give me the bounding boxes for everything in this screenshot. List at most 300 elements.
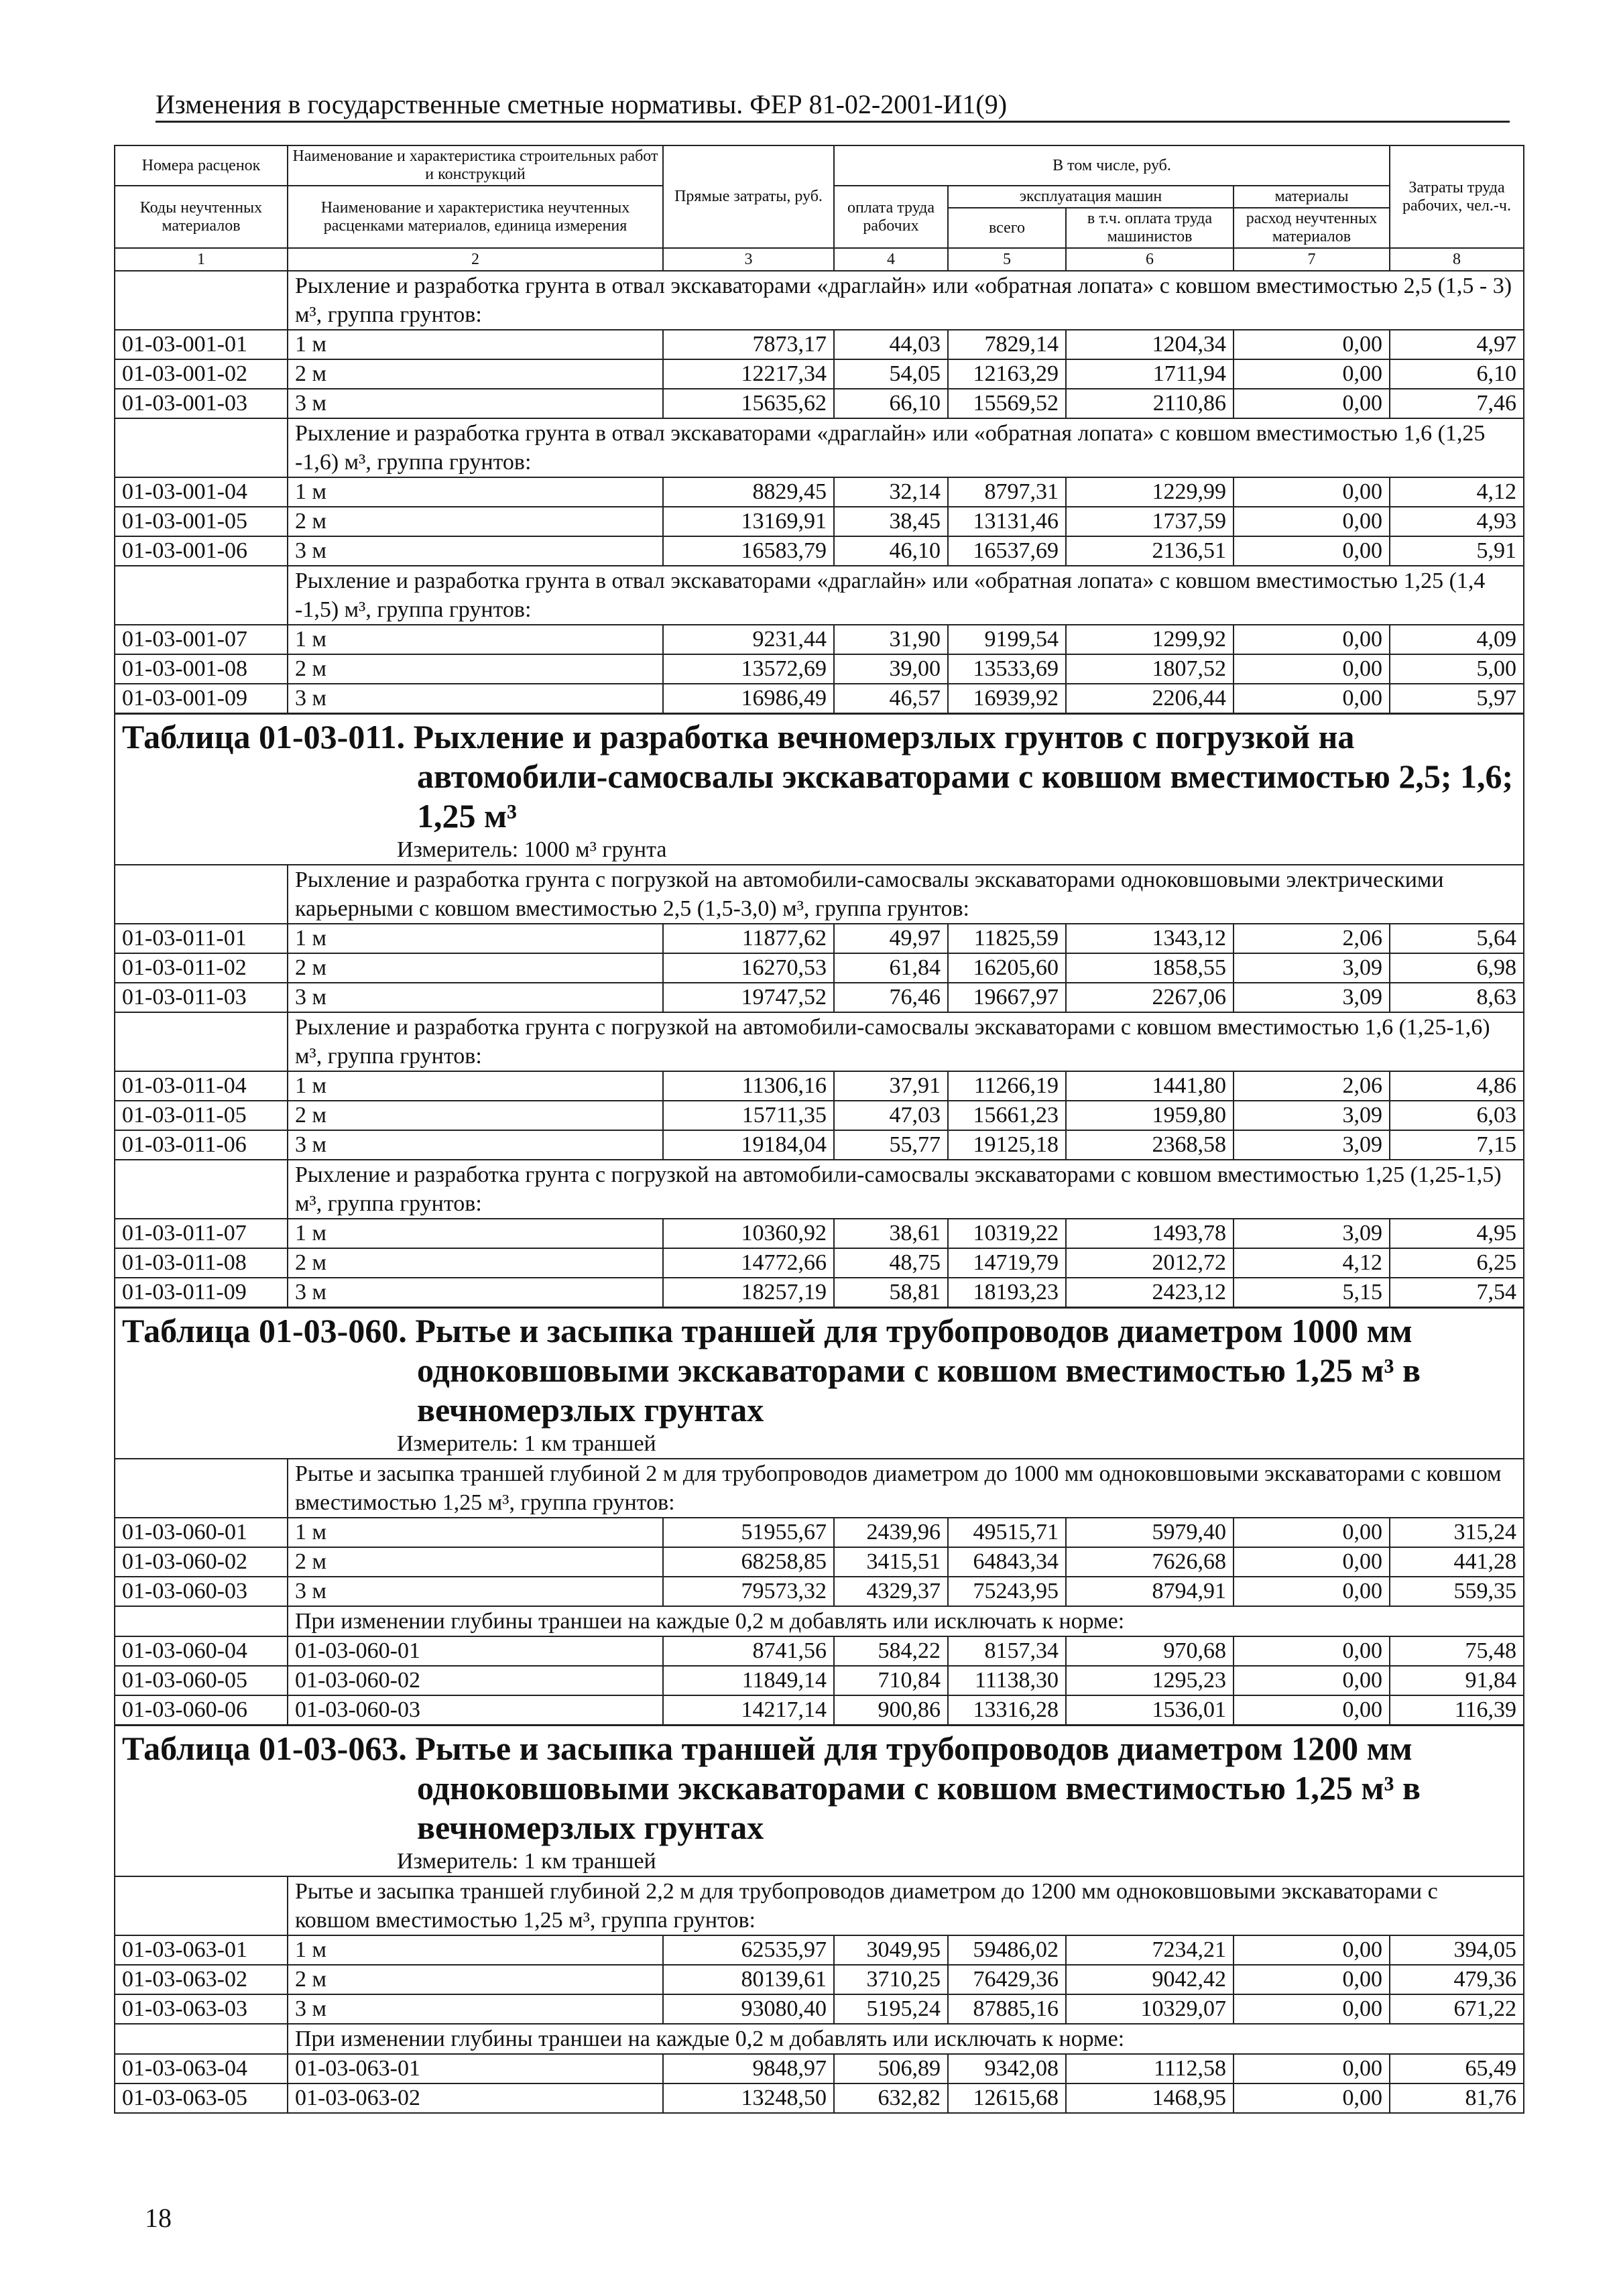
machines-labor-pay: 2206,44 [1066, 684, 1234, 714]
direct-costs: 19747,52 [663, 983, 834, 1012]
group-description: Рыхление и разработка грунта с погрузкой на автомобили-самосвалы экскаваторами одноковшовыми электрическими карьерными с ковшом вместимостью 2,5 (1,5-3,0) м³, группа грунтов: [288, 865, 1524, 924]
rate-name: 01-03-060-01 [288, 1636, 663, 1666]
labor-cost: 65,49 [1390, 2054, 1524, 2083]
table-row [115, 1278, 1524, 1308]
direct-costs: 8829,45 [663, 477, 834, 507]
machines-total: 76429,36 [948, 1965, 1066, 1994]
rate-code: 01-03-011-04 [115, 1071, 288, 1101]
labor-cost: 4,12 [1390, 477, 1524, 507]
table-row [115, 924, 1524, 953]
machines-labor-pay: 9042,42 [1066, 1965, 1234, 1994]
machines-labor-pay: 1229,99 [1066, 477, 1234, 507]
blank-cell [115, 865, 288, 924]
rate-code: 01-03-060-01 [115, 1518, 288, 1547]
rate-code: 01-03-001-06 [115, 536, 288, 566]
rate-code: 01-03-011-01 [115, 924, 288, 953]
rate-code: 01-03-001-07 [115, 625, 288, 654]
machines-total: 87885,16 [948, 1994, 1066, 2024]
group-description-row [115, 271, 1524, 330]
labor-pay: 46,10 [834, 536, 948, 566]
header-materials: материалы [1234, 186, 1390, 208]
group-description: Рыхление и разработка грунта в отвал экскаваторами «драглайн» или «обратная лопата» с ковшом вместимостью 2,5 (1,5 - 3) м³, группа грунтов: [288, 271, 1524, 330]
direct-costs: 18257,19 [663, 1278, 834, 1308]
table-row [115, 1130, 1524, 1160]
machines-total: 12615,68 [948, 2083, 1066, 2113]
page-number: 18 [145, 2203, 172, 2233]
machines-labor-pay: 7626,68 [1066, 1547, 1234, 1577]
machines-labor-pay: 1711,94 [1066, 359, 1234, 389]
group-description-row [115, 865, 1524, 924]
materials-unaccounted: 4,12 [1234, 1248, 1390, 1278]
machines-total: 49515,71 [948, 1518, 1066, 1547]
measure-row [115, 836, 1524, 865]
machines-labor-pay: 7234,21 [1066, 1935, 1234, 1965]
machines-total: 75243,95 [948, 1577, 1066, 1606]
rate-name: 1 м [288, 924, 663, 953]
table-row [115, 953, 1524, 983]
group-description: Рыхление и разработка грунта в отвал экскаваторами «драглайн» или «обратная лопата» с ковшом вместимостью 1,6 (1,25 -1,6) м³, группа грунтов: [288, 418, 1524, 477]
machines-total: 18193,23 [948, 1278, 1066, 1308]
rate-code: 01-03-011-03 [115, 983, 288, 1012]
machines-labor-pay: 1737,59 [1066, 507, 1234, 536]
materials-unaccounted: 0,00 [1234, 1935, 1390, 1965]
materials-unaccounted: 3,09 [1234, 1101, 1390, 1130]
materials-unaccounted: 0,00 [1234, 507, 1390, 536]
labor-cost: 479,36 [1390, 1965, 1524, 1994]
section-title-row [115, 1726, 1524, 1848]
blank-cell [115, 566, 288, 625]
table-row [115, 389, 1524, 418]
rate-code: 01-03-001-05 [115, 507, 288, 536]
rate-code: 01-03-011-05 [115, 1101, 288, 1130]
machines-total: 10319,22 [948, 1219, 1066, 1248]
direct-costs: 9848,97 [663, 2054, 834, 2083]
rate-code: 01-03-063-01 [115, 1935, 288, 1965]
labor-pay: 39,00 [834, 654, 948, 684]
machines-labor-pay: 1468,95 [1066, 2083, 1234, 2113]
group-description-row [115, 566, 1524, 625]
rate-code: 01-03-001-03 [115, 389, 288, 418]
labor-cost: 4,95 [1390, 1219, 1524, 1248]
table-title: Рыхление и разработка вечномерзлых грунтов с погрузкой на автомобили-самосвалы экскаваторами с ковшом вместимостью 2,5; 1,6; 1,25 м³ [413, 718, 1514, 835]
measure-unit: Измеритель: 1000 м³ грунта [115, 836, 1524, 865]
page-header: Изменения в государственные сметные нормативы. ФЕР 81-02-2001-И1(9) [156, 88, 1510, 123]
blank-cell [115, 271, 288, 330]
direct-costs: 80139,61 [663, 1965, 834, 1994]
labor-pay: 632,82 [834, 2083, 948, 2113]
group-description-row [115, 418, 1524, 477]
rate-name: 3 м [288, 1994, 663, 2024]
labor-cost: 6,25 [1390, 1248, 1524, 1278]
labor-pay: 31,90 [834, 625, 948, 654]
labor-cost: 75,48 [1390, 1636, 1524, 1666]
machines-total: 8797,31 [948, 477, 1066, 507]
table-row [115, 1935, 1524, 1965]
header-direct-costs: Прямые затраты, руб. [663, 145, 834, 248]
labor-cost: 6,98 [1390, 953, 1524, 983]
materials-unaccounted: 0,00 [1234, 1666, 1390, 1695]
header-labor-cost: Затраты труда рабочих, чел.-ч. [1390, 145, 1524, 248]
machines-total: 11138,30 [948, 1666, 1066, 1695]
direct-costs: 12217,34 [663, 359, 834, 389]
materials-unaccounted: 0,00 [1234, 330, 1390, 359]
direct-costs: 9231,44 [663, 625, 834, 654]
table-row [115, 1547, 1524, 1577]
machines-total: 7829,14 [948, 330, 1066, 359]
machines-total: 9342,08 [948, 2054, 1066, 2083]
machines-labor-pay: 1536,01 [1066, 1695, 1234, 1726]
direct-costs: 62535,97 [663, 1935, 834, 1965]
rate-name: 01-03-060-02 [288, 1666, 663, 1695]
group-description: Рытье и засыпка траншей глубиной 2 м для трубопроводов диаметром до 1000 мм одноковшовыми экскаваторами с ковшом вместимостью 1,25 м³, группа грунтов: [288, 1459, 1524, 1518]
rate-code: 01-03-060-02 [115, 1547, 288, 1577]
header-col2-top: Наименование и характеристика строительных работ и конструкций [288, 145, 663, 186]
column-number: 7 [1234, 248, 1390, 271]
direct-costs: 14772,66 [663, 1248, 834, 1278]
rate-name: 3 м [288, 1130, 663, 1160]
labor-cost: 8,63 [1390, 983, 1524, 1012]
machines-labor-pay: 1112,58 [1066, 2054, 1234, 2083]
table-row [115, 983, 1524, 1012]
rate-name: 1 м [288, 477, 663, 507]
materials-unaccounted: 3,09 [1234, 1219, 1390, 1248]
labor-pay: 48,75 [834, 1248, 948, 1278]
rate-name: 3 м [288, 389, 663, 418]
materials-unaccounted: 0,00 [1234, 1965, 1390, 1994]
machines-labor-pay: 8794,91 [1066, 1577, 1234, 1606]
column-number: 6 [1066, 248, 1234, 271]
table-row [115, 1071, 1524, 1101]
table-number: Таблица 01-03-063. [122, 1730, 407, 1767]
blank-cell [115, 1160, 288, 1219]
rate-code: 01-03-060-03 [115, 1577, 288, 1606]
rate-code: 01-03-063-02 [115, 1965, 288, 1994]
direct-costs: 14217,14 [663, 1695, 834, 1726]
materials-unaccounted: 0,00 [1234, 1577, 1390, 1606]
labor-cost: 315,24 [1390, 1518, 1524, 1547]
header-including: В том числе, руб. [834, 145, 1390, 186]
measure-row [115, 1430, 1524, 1459]
rate-code: 01-03-063-03 [115, 1994, 288, 2024]
machines-total: 8157,34 [948, 1636, 1066, 1666]
machines-total: 59486,02 [948, 1935, 1066, 1965]
materials-unaccounted: 0,00 [1234, 1994, 1390, 2024]
column-number: 4 [834, 248, 948, 271]
direct-costs: 16270,53 [663, 953, 834, 983]
table-row [115, 1695, 1524, 1726]
rate-code: 01-03-011-02 [115, 953, 288, 983]
materials-unaccounted: 3,09 [1234, 983, 1390, 1012]
group-description-row [115, 2024, 1524, 2054]
labor-pay: 46,57 [834, 684, 948, 714]
machines-total: 11266,19 [948, 1071, 1066, 1101]
table-row [115, 536, 1524, 566]
direct-costs: 7873,17 [663, 330, 834, 359]
section-title [115, 714, 1524, 837]
group-description-row [115, 1876, 1524, 1935]
rate-code: 01-03-060-04 [115, 1636, 288, 1666]
labor-pay: 900,86 [834, 1695, 948, 1726]
labor-cost: 4,97 [1390, 330, 1524, 359]
direct-costs: 11849,14 [663, 1666, 834, 1695]
group-description-row [115, 1012, 1524, 1071]
direct-costs: 51955,67 [663, 1518, 834, 1547]
labor-pay: 4329,37 [834, 1577, 948, 1606]
table-title: Рытье и засыпка траншей для трубопроводов диаметром 1200 мм одноковшовыми экскаваторами с ковшом вместимостью 1,25 м³ в вечномерзлых грунтах [415, 1730, 1421, 1846]
direct-costs: 15635,62 [663, 389, 834, 418]
labor-pay: 584,22 [834, 1636, 948, 1666]
machines-total: 15569,52 [948, 389, 1066, 418]
labor-cost: 91,84 [1390, 1666, 1524, 1695]
direct-costs: 68258,85 [663, 1547, 834, 1577]
rate-name: 01-03-063-02 [288, 2083, 663, 2113]
materials-unaccounted: 0,00 [1234, 654, 1390, 684]
materials-unaccounted: 0,00 [1234, 1547, 1390, 1577]
materials-unaccounted: 2,06 [1234, 924, 1390, 953]
table-row [115, 1577, 1524, 1606]
rate-code: 01-03-011-08 [115, 1248, 288, 1278]
section-title-row [115, 1308, 1524, 1431]
machines-labor-pay: 1295,23 [1066, 1666, 1234, 1695]
rate-code: 01-03-060-06 [115, 1695, 288, 1726]
blank-cell [115, 418, 288, 477]
table-row [115, 625, 1524, 654]
group-description-row [115, 1459, 1524, 1518]
labor-pay: 5195,24 [834, 1994, 948, 2024]
header-col1-bottom: Коды неучтенных материалов [115, 186, 288, 248]
table-title: Рытье и засыпка траншей для трубопроводов диаметром 1000 мм одноковшовыми экскаваторами с ковшом вместимостью 1,25 м³ в вечномерзлых грунтах [415, 1312, 1421, 1429]
labor-cost: 5,97 [1390, 684, 1524, 714]
direct-costs: 16583,79 [663, 536, 834, 566]
table-row [115, 2054, 1524, 2083]
rate-name: 2 м [288, 953, 663, 983]
labor-cost: 4,93 [1390, 507, 1524, 536]
rate-name: 2 м [288, 1965, 663, 1994]
rate-name: 3 м [288, 684, 663, 714]
rate-name: 3 м [288, 1278, 663, 1308]
section-title-row [115, 714, 1524, 837]
rate-name: 01-03-060-03 [288, 1695, 663, 1726]
machines-total: 16205,60 [948, 953, 1066, 983]
machines-total: 11825,59 [948, 924, 1066, 953]
direct-costs: 8741,56 [663, 1636, 834, 1666]
direct-costs: 79573,32 [663, 1577, 834, 1606]
rate-name: 2 м [288, 1101, 663, 1130]
materials-unaccounted: 0,00 [1234, 1636, 1390, 1666]
materials-unaccounted: 0,00 [1234, 477, 1390, 507]
direct-costs: 16986,49 [663, 684, 834, 714]
column-number: 8 [1390, 248, 1524, 271]
direct-costs: 15711,35 [663, 1101, 834, 1130]
labor-pay: 47,03 [834, 1101, 948, 1130]
materials-unaccounted: 0,00 [1234, 2054, 1390, 2083]
group-description: Рыхление и разработка грунта с погрузкой на автомобили-самосвалы экскаваторами с ковшом вместимостью 1,6 (1,25-1,6) м³, группа грунтов: [288, 1012, 1524, 1071]
machines-labor-pay: 1299,92 [1066, 625, 1234, 654]
table-row [115, 1101, 1524, 1130]
direct-costs: 11877,62 [663, 924, 834, 953]
rate-code: 01-03-001-01 [115, 330, 288, 359]
blank-cell [115, 1012, 288, 1071]
machines-total: 64843,34 [948, 1547, 1066, 1577]
rate-name: 1 м [288, 1518, 663, 1547]
table-number: Таблица 01-03-060. [122, 1312, 407, 1349]
section-title [115, 1308, 1524, 1431]
labor-cost: 81,76 [1390, 2083, 1524, 2113]
rate-name: 2 м [288, 1248, 663, 1278]
labor-pay: 49,97 [834, 924, 948, 953]
machines-total: 16939,92 [948, 684, 1066, 714]
direct-costs: 13248,50 [663, 2083, 834, 2113]
machines-total: 19125,18 [948, 1130, 1066, 1160]
rate-name: 3 м [288, 1577, 663, 1606]
table-body [115, 271, 1524, 2113]
table-row [115, 684, 1524, 714]
machines-total: 13316,28 [948, 1695, 1066, 1726]
table-row [115, 330, 1524, 359]
group-description: Рытье и засыпка траншей глубиной 2,2 м для трубопроводов диаметром до 1200 мм одноковшовыми экскаваторами с ковшом вместимостью 1,25 м³, группа грунтов: [288, 1876, 1524, 1935]
labor-pay: 61,84 [834, 953, 948, 983]
table-row [115, 1518, 1524, 1547]
machines-labor-pay: 5979,40 [1066, 1518, 1234, 1547]
table-row [115, 2083, 1524, 2113]
group-description: При изменении глубины траншеи на каждые 0,2 м добавлять или исключать к норме: [288, 2024, 1524, 2054]
machines-labor-pay: 1858,55 [1066, 953, 1234, 983]
machines-labor-pay: 1343,12 [1066, 924, 1234, 953]
header-machines-total: всего [948, 208, 1066, 248]
rate-code: 01-03-063-05 [115, 2083, 288, 2113]
header-machines: эксплуатация машин [948, 186, 1234, 208]
materials-unaccounted: 0,00 [1234, 389, 1390, 418]
rate-code: 01-03-011-09 [115, 1278, 288, 1308]
machines-labor-pay: 1807,52 [1066, 654, 1234, 684]
table-number: Таблица 01-03-011. [122, 718, 406, 756]
materials-unaccounted: 2,06 [1234, 1071, 1390, 1101]
blank-cell [115, 2024, 288, 2054]
rate-name: 2 м [288, 359, 663, 389]
labor-cost: 116,39 [1390, 1695, 1524, 1726]
machines-labor-pay: 2267,06 [1066, 983, 1234, 1012]
column-number: 1 [115, 248, 288, 271]
machines-labor-pay: 2136,51 [1066, 536, 1234, 566]
rate-code: 01-03-001-04 [115, 477, 288, 507]
machines-total: 12163,29 [948, 359, 1066, 389]
machines-labor-pay: 1493,78 [1066, 1219, 1234, 1248]
measure-unit: Измеритель: 1 км траншей [115, 1848, 1524, 1876]
materials-unaccounted: 0,00 [1234, 2083, 1390, 2113]
rate-name: 1 м [288, 330, 663, 359]
labor-cost: 441,28 [1390, 1547, 1524, 1577]
direct-costs: 19184,04 [663, 1130, 834, 1160]
column-number: 5 [948, 248, 1066, 271]
labor-pay: 3415,51 [834, 1547, 948, 1577]
measure-row [115, 1848, 1524, 1876]
machines-total: 15661,23 [948, 1101, 1066, 1130]
labor-cost: 7,46 [1390, 389, 1524, 418]
direct-costs: 13572,69 [663, 654, 834, 684]
labor-cost: 5,00 [1390, 654, 1524, 684]
rate-name: 1 м [288, 1071, 663, 1101]
direct-costs: 93080,40 [663, 1994, 834, 2024]
rate-name: 1 м [288, 1935, 663, 1965]
table-header [115, 145, 1524, 271]
labor-cost: 7,15 [1390, 1130, 1524, 1160]
machines-total: 16537,69 [948, 536, 1066, 566]
table-row [115, 1636, 1524, 1666]
materials-unaccounted: 0,00 [1234, 1518, 1390, 1547]
machines-total: 13131,46 [948, 507, 1066, 536]
column-number: 2 [288, 248, 663, 271]
machines-labor-pay: 2012,72 [1066, 1248, 1234, 1278]
labor-cost: 394,05 [1390, 1935, 1524, 1965]
rate-name: 1 м [288, 1219, 663, 1248]
group-description: Рыхление и разработка грунта с погрузкой на автомобили-самосвалы экскаваторами с ковшом вместимостью 1,25 (1,25-1,5) м³, группа грунтов: [288, 1160, 1524, 1219]
rate-code: 01-03-063-04 [115, 2054, 288, 2083]
table-row [115, 1965, 1524, 1994]
labor-pay: 66,10 [834, 389, 948, 418]
labor-pay: 38,45 [834, 507, 948, 536]
machines-total: 14719,79 [948, 1248, 1066, 1278]
labor-pay: 506,89 [834, 2054, 948, 2083]
materials-unaccounted: 3,09 [1234, 1130, 1390, 1160]
labor-cost: 6,03 [1390, 1101, 1524, 1130]
machines-labor-pay: 1959,80 [1066, 1101, 1234, 1130]
machines-labor-pay: 1204,34 [1066, 330, 1234, 359]
section-title [115, 1726, 1524, 1848]
rate-name: 2 м [288, 507, 663, 536]
rate-name: 01-03-063-01 [288, 2054, 663, 2083]
labor-pay: 44,03 [834, 330, 948, 359]
group-description-row [115, 1606, 1524, 1636]
labor-cost: 4,09 [1390, 625, 1524, 654]
labor-cost: 7,54 [1390, 1278, 1524, 1308]
labor-pay: 3710,25 [834, 1965, 948, 1994]
rate-name: 2 м [288, 1547, 663, 1577]
column-number: 3 [663, 248, 834, 271]
header-col2-bottom: Наименование и характеристика неучтенных расценками материалов, единица измерения [288, 186, 663, 248]
labor-cost: 5,91 [1390, 536, 1524, 566]
labor-pay: 37,91 [834, 1071, 948, 1101]
direct-costs: 10360,92 [663, 1219, 834, 1248]
labor-pay: 32,14 [834, 477, 948, 507]
materials-unaccounted: 0,00 [1234, 625, 1390, 654]
section-title-text-block [122, 1311, 1516, 1430]
table-row [115, 507, 1524, 536]
header-col1-top: Номера расценок [115, 145, 288, 186]
labor-pay: 58,81 [834, 1278, 948, 1308]
labor-cost: 671,22 [1390, 1994, 1524, 2024]
group-description: Рыхление и разработка грунта в отвал экскаваторами «драглайн» или «обратная лопата» с ковшом вместимостью 1,25 (1,4 -1,5) м³, группа грунтов: [288, 566, 1524, 625]
labor-pay: 54,05 [834, 359, 948, 389]
materials-unaccounted: 5,15 [1234, 1278, 1390, 1308]
header-labor-pay: оплата труда рабочих [834, 186, 948, 248]
group-description: При изменении глубины траншеи на каждые 0,2 м добавлять или исключать к норме: [288, 1606, 1524, 1636]
machines-labor-pay: 10329,07 [1066, 1994, 1234, 2024]
machines-labor-pay: 1441,80 [1066, 1071, 1234, 1101]
blank-cell [115, 1459, 288, 1518]
header-materials-unaccounted: расход неучтенных материалов [1234, 208, 1390, 248]
rate-code: 01-03-001-08 [115, 654, 288, 684]
labor-cost: 4,86 [1390, 1071, 1524, 1101]
labor-cost: 6,10 [1390, 359, 1524, 389]
machines-total: 9199,54 [948, 625, 1066, 654]
table-row [115, 654, 1524, 684]
section-title-text-block [122, 717, 1516, 836]
group-description-row [115, 1160, 1524, 1219]
table-row [115, 1248, 1524, 1278]
blank-cell [115, 1606, 288, 1636]
materials-unaccounted: 0,00 [1234, 684, 1390, 714]
direct-costs: 13169,91 [663, 507, 834, 536]
